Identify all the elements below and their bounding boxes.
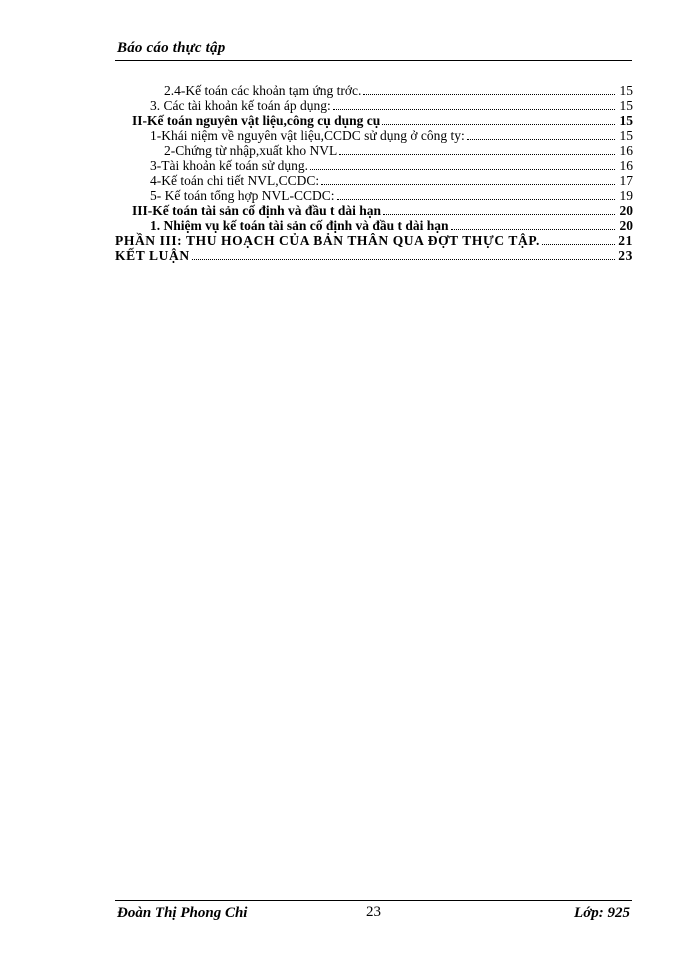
toc-leader: [451, 229, 615, 230]
toc-entry-label: PHẦN III: THU HOẠCH CỦA BẢN THÂN QUA ĐỢT THỰC TẬP.: [115, 233, 540, 248]
toc-entry-page: 15: [619, 113, 633, 128]
toc-entry-label: 3. Các tài khoản kế toán áp dụng:: [150, 98, 331, 113]
toc-entry-label: III-Kế toán tài sản cố định và đầu t dài hạn: [132, 203, 382, 218]
toc-entry-page: 17: [619, 173, 633, 188]
header-title: Báo cáo thực tập: [117, 40, 226, 56]
toc-entry[interactable]: [115, 248, 633, 263]
toc-entry[interactable]: [115, 98, 633, 113]
toc-entry-page: 21: [618, 233, 633, 248]
toc-entry[interactable]: [115, 188, 633, 203]
toc-leader: [383, 214, 615, 215]
toc-entry-page: 23: [618, 248, 633, 263]
toc-leader: [321, 184, 615, 185]
toc-entry[interactable]: [115, 233, 633, 248]
footer-author: Đoàn Thị Phong Chi: [117, 905, 248, 921]
toc-leader: [363, 94, 615, 95]
toc-entry-page: 16: [619, 143, 633, 158]
toc-entry-page: 16: [619, 158, 633, 173]
toc-entry-page: 20: [619, 203, 633, 218]
toc-leader: [467, 139, 615, 140]
toc-entry-page: 15: [619, 83, 633, 98]
toc-entry[interactable]: [115, 143, 633, 158]
toc-entry-label: II-Kế toán nguyên vật liệu,công cụ dụng cụ: [132, 113, 381, 128]
toc-entry-label: 2.4-Kế toán các khoản tạm ứng trớc.: [164, 83, 362, 98]
toc-entry-label: 1-Khái niệm về nguyên vật liệu,CCDC sử dụng ở công ty:: [150, 128, 465, 143]
toc-leader: [333, 109, 615, 110]
toc-entry-label: 4-Kế toán chi tiết NVL,CCDC:: [150, 173, 320, 188]
toc-entry-label: 5- Kế toán tổng hợp NVL-CCDC:: [150, 188, 335, 203]
toc-leader: [542, 244, 615, 245]
toc-entry-page: 15: [619, 98, 633, 113]
header-divider: [115, 60, 632, 61]
toc-entry-page: 20: [619, 218, 633, 233]
toc-entry[interactable]: [115, 128, 633, 143]
toc-entry[interactable]: [115, 83, 633, 98]
toc-leader: [310, 169, 615, 170]
toc-entry-page: 15: [619, 128, 633, 143]
footer-page-number: 23: [366, 904, 381, 920]
footer-class: Lớp: 925: [574, 905, 630, 921]
toc-entry-label: 3-Tài khoản kế toán sử dụng.: [150, 158, 309, 173]
toc-entry[interactable]: [115, 113, 633, 128]
table-of-contents: [115, 83, 633, 263]
toc-leader: [339, 154, 615, 155]
toc-entry-label: KẾT LUẬN: [115, 248, 190, 263]
toc-entry-page: 19: [619, 188, 633, 203]
toc-leader: [192, 259, 615, 260]
toc-entry[interactable]: [115, 218, 633, 233]
toc-entry[interactable]: [115, 158, 633, 173]
toc-leader: [337, 199, 616, 200]
footer-divider: [115, 900, 632, 901]
toc-entry-label: 2-Chứng từ nhập,xuất kho NVL: [164, 143, 338, 158]
toc-entry[interactable]: [115, 203, 633, 218]
toc-leader: [382, 124, 615, 125]
toc-entry-label: 1. Nhiệm vụ kế toán tài sản cố định và đầu t dài hạn: [150, 218, 449, 233]
toc-entry[interactable]: [115, 173, 633, 188]
